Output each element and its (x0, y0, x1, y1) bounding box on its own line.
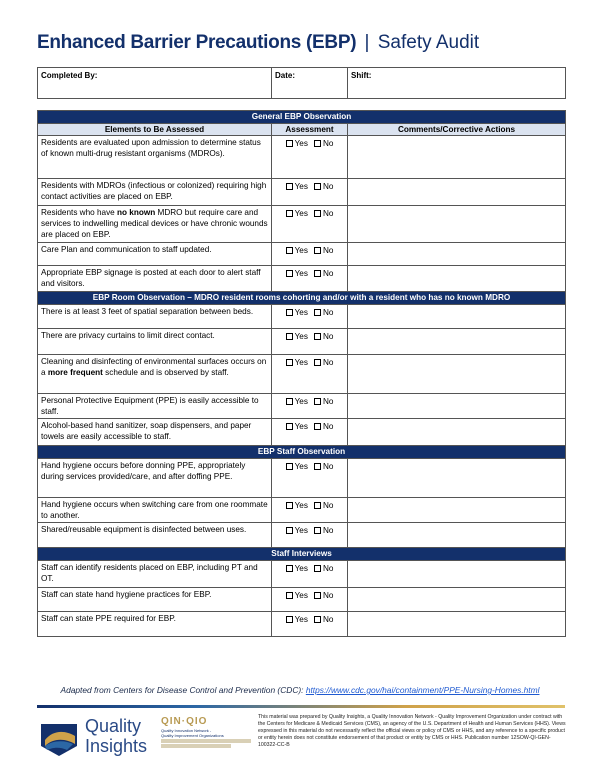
no-option[interactable] (314, 139, 333, 148)
no-label: No (322, 308, 334, 317)
table-row (38, 523, 566, 548)
no-checkbox[interactable] (314, 333, 321, 340)
comments-cell[interactable] (348, 612, 566, 637)
yes-option[interactable] (286, 332, 308, 341)
column-header-row (38, 124, 566, 136)
qin-qio-sub2: Quality Improvement Organizations (161, 733, 224, 738)
table-row (38, 329, 566, 355)
title-separator: | (364, 32, 370, 53)
column-header-assessment: Assessment (272, 124, 348, 136)
no-checkbox[interactable] (314, 140, 321, 147)
assessment-cell (272, 498, 348, 523)
yes-option[interactable] (286, 462, 308, 471)
adapted-text: Adapted from Centers for Disease Control and Prevention (CDC): (60, 685, 306, 695)
table-row (38, 612, 566, 637)
no-label: No (322, 246, 334, 255)
yes-checkbox[interactable] (286, 616, 293, 623)
no-checkbox[interactable] (314, 398, 321, 405)
quality-insights-logo (37, 714, 257, 764)
element-text (38, 612, 272, 637)
table-row (38, 498, 566, 523)
yes-checkbox[interactable] (286, 183, 293, 190)
no-checkbox[interactable] (314, 309, 321, 316)
completed-by-label: Completed By: (41, 71, 98, 80)
yes-option[interactable] (286, 246, 308, 255)
no-option[interactable] (314, 501, 333, 510)
table-row (38, 179, 566, 206)
no-option[interactable] (314, 591, 333, 600)
no-checkbox[interactable] (314, 359, 321, 366)
assessment-cell (272, 179, 348, 206)
no-option[interactable] (314, 397, 333, 406)
element-text (38, 419, 272, 446)
element-text-pre: Staff can identify residents placed on EBP, including PT and OT. (41, 563, 258, 583)
element-text (38, 561, 272, 588)
no-checkbox[interactable] (314, 247, 321, 254)
yes-label: Yes (294, 526, 308, 535)
no-option[interactable] (314, 246, 333, 255)
table-row (38, 305, 566, 329)
element-text-bold: more frequent (47, 368, 103, 377)
yes-checkbox[interactable] (286, 423, 293, 430)
table-row (38, 136, 566, 179)
comments-cell[interactable] (348, 588, 566, 612)
yes-option[interactable] (286, 358, 308, 367)
comments-cell[interactable] (348, 266, 566, 292)
assessment-cell (272, 612, 348, 637)
table-row (38, 588, 566, 612)
assessment-cell (272, 523, 348, 548)
no-checkbox[interactable] (314, 592, 321, 599)
assessment-cell (272, 394, 348, 419)
yes-label: Yes (294, 422, 308, 431)
no-option[interactable] (314, 462, 333, 471)
element-text-pre: There are privacy curtains to limit direct contact. (41, 331, 215, 340)
element-text (38, 459, 272, 498)
no-label: No (322, 422, 334, 431)
yes-label: Yes (294, 269, 308, 278)
yes-option[interactable] (286, 591, 308, 600)
no-checkbox[interactable] (314, 210, 321, 217)
element-text-pre: Appropriate EBP signage is posted at each door to alert staff and visitors. (41, 268, 261, 288)
element-text-post: MDRO but require care and services to indwelling medical devices or have chronic wounds are placed on EBP. (41, 208, 268, 239)
comments-cell[interactable] (348, 355, 566, 394)
qin-qio-mark: QIN·QIO (161, 716, 208, 727)
assessment-cell (272, 588, 348, 612)
yes-checkbox[interactable] (286, 247, 293, 254)
no-label: No (322, 526, 334, 535)
audit-table (37, 110, 566, 637)
no-checkbox[interactable] (314, 463, 321, 470)
element-text-pre: Personal Protective Equipment (PPE) is easily accessible to staff. (41, 396, 259, 416)
no-option[interactable] (314, 615, 333, 624)
shift-field[interactable] (348, 68, 566, 99)
no-option[interactable] (314, 564, 333, 573)
yes-checkbox[interactable] (286, 592, 293, 599)
yes-option[interactable] (286, 397, 308, 406)
no-label: No (322, 332, 334, 341)
no-checkbox[interactable] (314, 502, 321, 509)
comments-cell[interactable] (348, 419, 566, 446)
yes-option[interactable] (286, 209, 308, 218)
yes-checkbox[interactable] (286, 333, 293, 340)
section-header-row (38, 292, 566, 305)
assessment-cell (272, 419, 348, 446)
shift-label: Shift: (351, 71, 372, 80)
element-text-bold: no known (117, 208, 156, 217)
no-label: No (322, 462, 334, 471)
date-field[interactable] (272, 68, 348, 99)
quality-insights-emblem-icon (37, 716, 81, 760)
table-row (38, 266, 566, 292)
table-row (38, 561, 566, 588)
yes-option[interactable] (286, 308, 308, 317)
yes-option[interactable] (286, 269, 308, 278)
qin-qio-sub1: Quality Innovation Network - (161, 728, 212, 733)
comments-cell[interactable] (348, 561, 566, 588)
table-row (38, 243, 566, 266)
element-text-pre: Residents are evaluated upon admission to determine status of known multi-drug resistant organisms (MDROs). (41, 138, 261, 158)
page-title (37, 32, 479, 54)
element-text-pre: Staff can state PPE required for EBP. (41, 614, 176, 623)
qin-qio-rule (161, 739, 251, 743)
element-text-pre: Hand hygiene occurs before donning PPE, appropriately during services provided/care, and after doffing PPE. (41, 461, 246, 481)
element-text-pre: Residents with MDROs (infectious or colonized) requiring high contact activities are placed on EBP. (41, 181, 267, 201)
comments-cell[interactable] (348, 206, 566, 243)
no-label: No (322, 501, 334, 510)
no-label: No (322, 397, 334, 406)
column-header-comments: Comments/Corrective Actions (348, 124, 566, 136)
yes-label: Yes (294, 591, 308, 600)
qin-qio-rule-2 (161, 744, 231, 748)
section-header-row (38, 446, 566, 459)
comments-cell[interactable] (348, 136, 566, 179)
no-option[interactable] (314, 209, 333, 218)
yes-label: Yes (294, 564, 308, 573)
yes-label: Yes (294, 209, 308, 218)
assessment-cell (272, 266, 348, 292)
section-header-row (38, 111, 566, 124)
element-text-pre: Alcohol-based hand sanitizer, soap dispensers, and paper towels are easily accessible to staff. (41, 421, 252, 441)
assessment-cell (272, 459, 348, 498)
yes-checkbox[interactable] (286, 527, 293, 534)
no-option[interactable] (314, 526, 333, 535)
comments-cell[interactable] (348, 179, 566, 206)
yes-option[interactable] (286, 139, 308, 148)
title-bold: Enhanced Barrier Precautions (EBP) (37, 32, 357, 53)
element-text (38, 305, 272, 329)
element-text (38, 355, 272, 394)
element-text (38, 588, 272, 612)
yes-label: Yes (294, 139, 308, 148)
no-option[interactable] (314, 308, 333, 317)
comments-cell[interactable] (348, 329, 566, 355)
qin-qio-logo (161, 716, 251, 749)
yes-label: Yes (294, 182, 308, 191)
assessment-cell (272, 305, 348, 329)
element-text (38, 179, 272, 206)
no-checkbox[interactable] (314, 565, 321, 572)
comments-cell[interactable] (348, 523, 566, 548)
yes-label: Yes (294, 358, 308, 367)
yes-label: Yes (294, 615, 308, 624)
column-header-elements: Elements to Be Assessed (38, 124, 272, 136)
element-text (38, 206, 272, 243)
element-text (38, 243, 272, 266)
table-row (38, 394, 566, 419)
no-label: No (322, 182, 334, 191)
section-header-row (38, 548, 566, 561)
yes-checkbox[interactable] (286, 359, 293, 366)
no-checkbox[interactable] (314, 423, 321, 430)
comments-cell[interactable] (348, 243, 566, 266)
yes-label: Yes (294, 501, 308, 510)
assessment-cell (272, 561, 348, 588)
yes-checkbox[interactable] (286, 270, 293, 277)
yes-label: Yes (294, 246, 308, 255)
yes-checkbox[interactable] (286, 309, 293, 316)
no-checkbox[interactable] (314, 527, 321, 534)
assessment-cell (272, 136, 348, 179)
no-option[interactable] (314, 182, 333, 191)
assessment-cell (272, 206, 348, 243)
no-checkbox[interactable] (314, 183, 321, 190)
yes-option[interactable] (286, 422, 308, 431)
yes-checkbox[interactable] (286, 463, 293, 470)
element-text-pre: There is at least 3 feet of spatial separation between beds. (41, 307, 254, 316)
yes-checkbox[interactable] (286, 565, 293, 572)
element-text (38, 523, 272, 548)
logo-quality: Quality (85, 716, 142, 736)
title-light: Safety Audit (377, 32, 480, 53)
no-option[interactable] (314, 422, 333, 431)
yes-label: Yes (294, 397, 308, 406)
no-option[interactable] (314, 269, 333, 278)
comments-cell[interactable] (348, 394, 566, 419)
yes-checkbox[interactable] (286, 398, 293, 405)
section-title: General EBP Observation (38, 111, 566, 124)
yes-checkbox[interactable] (286, 210, 293, 217)
element-text (38, 266, 272, 292)
date-label: Date: (275, 71, 296, 80)
no-label: No (322, 209, 334, 218)
comments-cell[interactable] (348, 498, 566, 523)
adapted-from-note (0, 685, 600, 695)
disclaimer: This material was prepared by Quality Insights, a Quality Innovation Network - Quality Improvement Organization under contract with the Centers for Medicare & Medicaid Services (CMS), an agency of the U.S. Department of Health and Human Services (HHS). Views expressed in this material do not necessarily reflect the official views or policy of CMS or HHS, and any reference to a specific product or entity herein does not constitute endorsement of that product or entity by CMS or HHS. Publication number 12SOW-QI-GEN-100322-CC-B (258, 714, 566, 748)
comments-cell[interactable] (348, 305, 566, 329)
no-label: No (322, 358, 334, 367)
no-label: No (322, 615, 334, 624)
yes-label: Yes (294, 462, 308, 471)
section-title: EBP Staff Observation (38, 446, 566, 459)
footer-divider (37, 705, 565, 708)
yes-option[interactable] (286, 564, 308, 573)
header-fields-table (37, 67, 566, 99)
element-text-pre: Care Plan and communication to staff updated. (41, 245, 212, 254)
yes-option[interactable] (286, 501, 308, 510)
logo-insights: Insights (85, 736, 148, 756)
completed-by-field[interactable] (38, 68, 272, 99)
element-text (38, 329, 272, 355)
element-text-post: schedule and is observed by staff. (102, 368, 229, 377)
comments-cell[interactable] (348, 459, 566, 498)
table-row (38, 459, 566, 498)
assessment-cell (272, 329, 348, 355)
table-row (38, 206, 566, 243)
element-text-pre: Cleaning and disinfecting of environmental surfaces occurs on a (41, 357, 267, 377)
cdc-link[interactable]: https://www.cdc.gov/hai/containment/PPE-Nursing-Homes.html (305, 685, 540, 695)
no-checkbox[interactable] (314, 270, 321, 277)
element-text-pre: Residents who have (41, 208, 118, 217)
table-row (38, 355, 566, 394)
section-title: Staff Interviews (38, 548, 566, 561)
element-text (38, 136, 272, 179)
no-option[interactable] (314, 358, 333, 367)
table-row (38, 419, 566, 446)
assessment-cell (272, 355, 348, 394)
yes-label: Yes (294, 308, 308, 317)
element-text-pre: Hand hygiene occurs when switching care from one roommate to another. (41, 500, 268, 520)
no-label: No (322, 564, 334, 573)
yes-label: Yes (294, 332, 308, 341)
no-label: No (322, 269, 334, 278)
no-checkbox[interactable] (314, 616, 321, 623)
element-text (38, 498, 272, 523)
yes-checkbox[interactable] (286, 502, 293, 509)
yes-option[interactable] (286, 182, 308, 191)
element-text-pre: Staff can state hand hygiene practices for EBP. (41, 590, 212, 599)
assessment-cell (272, 243, 348, 266)
no-label: No (322, 139, 334, 148)
yes-option[interactable] (286, 526, 308, 535)
no-option[interactable] (314, 332, 333, 341)
yes-option[interactable] (286, 615, 308, 624)
section-title: EBP Room Observation – MDRO resident rooms cohorting and/or with a resident who has no known MDRO (38, 292, 566, 305)
element-text (38, 394, 272, 419)
yes-checkbox[interactable] (286, 140, 293, 147)
element-text-pre: Shared/reusable equipment is disinfected between uses. (41, 525, 247, 534)
no-label: No (322, 591, 334, 600)
